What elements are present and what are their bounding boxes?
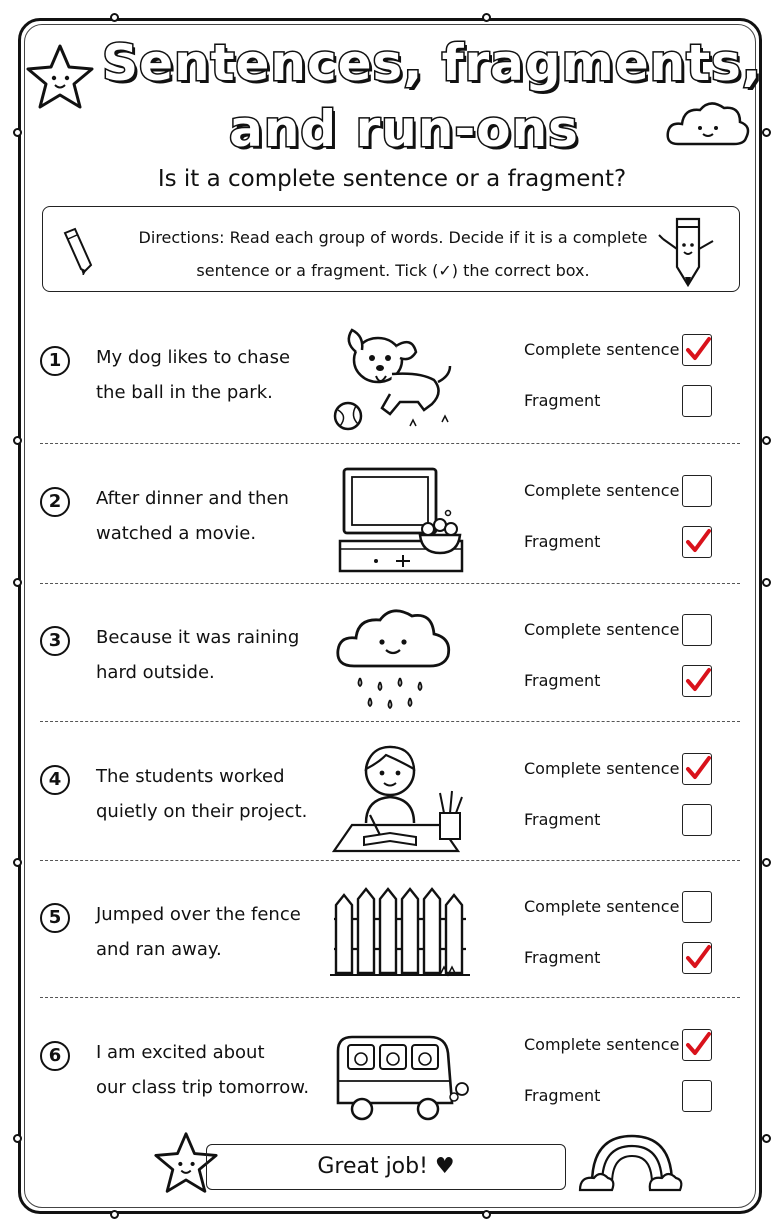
sentence-line-2: watched a movie. — [96, 523, 257, 544]
complete-checkbox[interactable] — [682, 753, 712, 785]
check-mark-icon — [685, 335, 711, 363]
sentence-line-1: The students worked — [96, 766, 285, 787]
fragment-checkbox[interactable] — [682, 526, 712, 558]
tv-with-popcorn-icon — [330, 463, 470, 583]
question-number: 2 — [40, 487, 70, 517]
option-complete-label: Complete sentence — [524, 1035, 680, 1054]
question-sentence — [96, 481, 336, 551]
fragment-checkbox[interactable] — [682, 385, 712, 417]
question-sentence — [96, 620, 336, 690]
option-complete-label: Complete sentence — [524, 481, 680, 500]
option-complete-label: Complete sentence — [524, 759, 680, 778]
border-dot — [762, 578, 771, 587]
complete-checkbox[interactable] — [682, 1029, 712, 1061]
question-item-4 — [40, 731, 744, 869]
fragment-checkbox[interactable] — [682, 1080, 712, 1112]
border-dot — [482, 1210, 491, 1219]
sentence-line-1: Because it was raining — [96, 627, 300, 648]
page-subtitle: Is it a complete sentence or a fragment? — [157, 166, 627, 192]
directions-text — [133, 221, 653, 287]
question-sentence — [96, 897, 336, 967]
option-complete-label: Complete sentence — [524, 340, 680, 359]
option-fragment-label: Fragment — [524, 671, 601, 690]
option-fragment-label: Fragment — [524, 810, 601, 829]
border-dot — [13, 1134, 22, 1143]
complete-checkbox[interactable] — [682, 614, 712, 646]
border-dot — [762, 1134, 771, 1143]
question-sentence — [96, 340, 336, 410]
complete-checkbox[interactable] — [682, 891, 712, 923]
border-dot — [110, 13, 119, 22]
option-complete-label: Complete sentence — [524, 620, 680, 639]
section-divider — [40, 860, 740, 861]
check-mark-icon — [685, 754, 711, 782]
section-divider — [40, 443, 740, 444]
option-fragment-label: Fragment — [524, 948, 601, 967]
border-dot — [110, 1210, 119, 1219]
question-number: 5 — [40, 903, 70, 933]
sentence-line-1: After dinner and then — [96, 488, 289, 509]
sentence-line-1: My dog likes to chase — [96, 347, 291, 368]
fragment-checkbox[interactable] — [682, 942, 712, 974]
fragment-checkbox[interactable] — [682, 665, 712, 697]
page-title-line-2: and run-ons — [229, 100, 579, 158]
section-divider — [40, 721, 740, 722]
question-number: 3 — [40, 626, 70, 656]
dog-with-ball-icon — [330, 322, 470, 442]
fragment-checkbox[interactable] — [682, 804, 712, 836]
pencil-character-icon — [653, 211, 723, 291]
border-dot — [482, 13, 491, 22]
section-divider — [40, 997, 740, 998]
check-mark-icon — [685, 527, 711, 555]
page-title-line-1: Sentences, fragments, — [102, 34, 762, 92]
option-fragment-label: Fragment — [524, 1086, 601, 1105]
sentence-line-1: I am excited about — [96, 1042, 265, 1063]
complete-checkbox[interactable] — [682, 475, 712, 507]
section-divider — [40, 583, 740, 584]
sentence-line-2: our class trip tomorrow. — [96, 1077, 310, 1098]
directions-box — [42, 206, 740, 292]
complete-checkbox[interactable] — [682, 334, 712, 366]
question-number: 4 — [40, 765, 70, 795]
great-job-banner: Great job! ♥ — [206, 1144, 566, 1190]
directions-line-1: Directions: Read each group of words. Decide if it is a complete — [138, 228, 648, 247]
question-item-5 — [40, 869, 744, 1007]
check-mark-icon — [685, 1030, 711, 1058]
border-dot — [762, 858, 771, 867]
question-sentence — [96, 759, 336, 829]
option-complete-label: Complete sentence — [524, 897, 680, 916]
pencil-icon — [57, 223, 97, 275]
question-item-2 — [40, 453, 744, 591]
question-item-3 — [40, 592, 744, 730]
border-dot — [13, 436, 22, 445]
question-sentence — [96, 1035, 336, 1105]
check-mark-icon — [685, 666, 711, 694]
rain-cloud-icon — [330, 602, 470, 722]
rainbow-icon — [576, 1124, 686, 1196]
student-writing-icon — [330, 741, 470, 861]
school-bus-icon — [330, 1017, 470, 1137]
sentence-line-2: the ball in the park. — [96, 382, 273, 403]
border-dot — [13, 858, 22, 867]
sentence-line-2: quietly on their project. — [96, 801, 308, 822]
border-dot — [762, 436, 771, 445]
question-number: 1 — [40, 346, 70, 376]
question-number: 6 — [40, 1041, 70, 1071]
directions-line-2: sentence or a fragment. Tick (✓) the correct box. — [196, 261, 590, 280]
sentence-line-2: and ran away. — [96, 939, 222, 960]
option-fragment-label: Fragment — [524, 532, 601, 551]
fence-icon — [330, 879, 470, 999]
sentence-line-2: hard outside. — [96, 662, 215, 683]
sentence-line-1: Jumped over the fence — [96, 904, 301, 925]
option-fragment-label: Fragment — [524, 391, 601, 410]
question-item-1 — [40, 312, 744, 450]
check-mark-icon — [685, 943, 711, 971]
border-dot — [13, 578, 22, 587]
